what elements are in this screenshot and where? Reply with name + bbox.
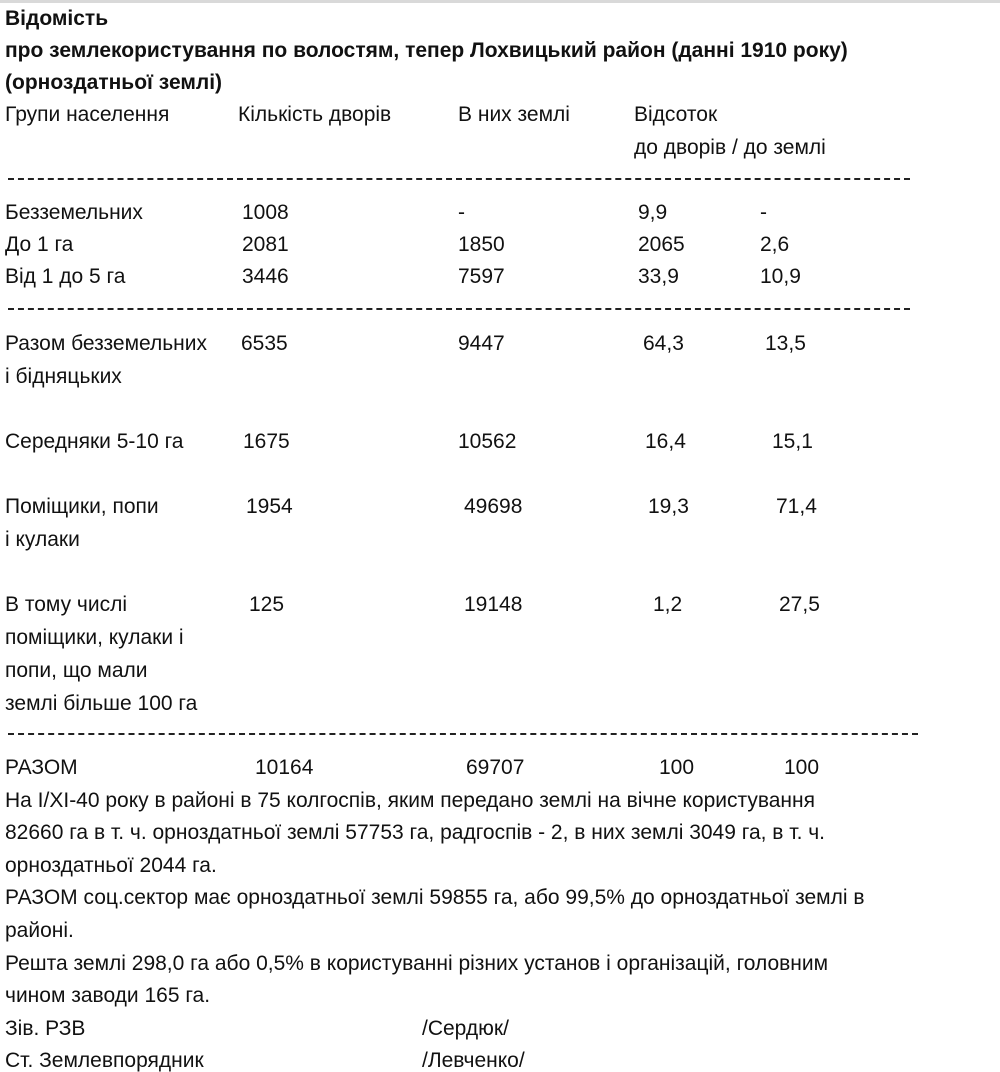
column-header-households: Кількість дворів [238,103,392,126]
cell-land: 1850 [458,233,505,256]
cell-pct-land: 10,9 [760,265,801,288]
note-line: РАЗОМ соц.сектор має орноздатньої землі 59855 га, або 99,5% до орноздатньої землі в [5,886,865,909]
row-label-continued: попи, що мали [5,659,148,682]
cell-pct-land: 15,1 [772,430,813,453]
total-households: 10164 [255,756,314,779]
row-label: Безземельних [5,201,143,224]
cell-households: 125 [249,593,285,616]
document-subtitle-note: (орноздатньої землі) [5,71,223,94]
row-label: До 1 га [5,233,74,256]
separator-line [8,178,910,180]
note-line: районі. [5,919,74,942]
row-label-continued: землі більше 100 га [5,692,198,715]
cell-households: 1675 [243,430,290,453]
signature-role: Зів. РЗВ [5,1017,86,1040]
total-land: 69707 [466,756,525,779]
note-line: 82660 га в т. ч. орноздатньої землі 57753 га, радгоспів - 2, в них землі 3049 га, в т. ч. [5,821,826,844]
cell-pct-land: 71,4 [776,495,817,518]
cell-pct-households: 9,9 [638,201,668,224]
row-label-continued: і бідняцьких [5,365,122,388]
cell-households: 6535 [241,332,288,355]
row-label: Разом безземельних [5,332,208,355]
cell-pct-households: 16,4 [645,430,686,453]
total-pct-households: 100 [659,756,695,779]
note-line: орноздатньої 2044 га. [5,854,217,877]
signature-name: /Левченко/ [422,1049,525,1072]
column-header-groups: Групи населення [5,103,170,126]
total-label: РАЗОМ [5,756,78,779]
column-header-percent: Відсоток [634,103,718,126]
row-label: Середняки 5-10 га [5,430,184,453]
row-label: Поміщики, попи [5,495,159,518]
document-subtitle: про землекористування по волостям, тепер Лохвицький район (данні 1910 року) [5,39,848,62]
signature-role: Ст. Землевпорядник [5,1049,204,1072]
signature-name: /Сердюк/ [422,1017,509,1040]
cell-land: - [458,201,465,224]
row-label-continued: поміщики, кулаки і [5,626,184,649]
row-label: Від 1 до 5 га [5,265,126,288]
cell-pct-households: 1,2 [653,593,683,616]
separator-line [8,308,910,310]
cell-pct-land: 13,5 [765,332,806,355]
cell-pct-land: 2,6 [760,233,790,256]
document-title: Відомість [5,7,109,30]
cell-pct-land: 27,5 [779,593,820,616]
cell-households: 1008 [242,201,289,224]
note-line: чином заводи 165 га. [5,984,211,1007]
cell-households: 3446 [242,265,289,288]
top-border [0,0,1000,3]
note-line: Решта землі 298,0 га або 0,5% в користуванні різних установ і організацій, головним [5,952,829,975]
cell-pct-households: 2065 [638,233,685,256]
cell-households: 2081 [242,233,289,256]
total-pct-land: 100 [784,756,820,779]
cell-pct-households: 33,9 [638,265,679,288]
cell-pct-households: 19,3 [648,495,689,518]
cell-households: 1954 [246,495,293,518]
cell-land: 10562 [458,430,517,453]
column-header-percent-sub: до дворів / до землі [634,136,826,159]
cell-land: 7597 [458,265,505,288]
cell-land: 49698 [464,495,523,518]
cell-pct-land: - [760,201,767,224]
row-label-continued: і кулаки [5,528,80,551]
separator-line [8,733,918,735]
column-header-land: В них землі [458,103,570,126]
row-label: В тому числі [5,593,128,616]
cell-pct-households: 64,3 [643,332,684,355]
cell-land: 19148 [464,593,523,616]
note-line: На І/ХІ-40 року в районі в 75 колгоспів, яким передано землі на вічне користування [5,789,815,812]
cell-land: 9447 [458,332,505,355]
